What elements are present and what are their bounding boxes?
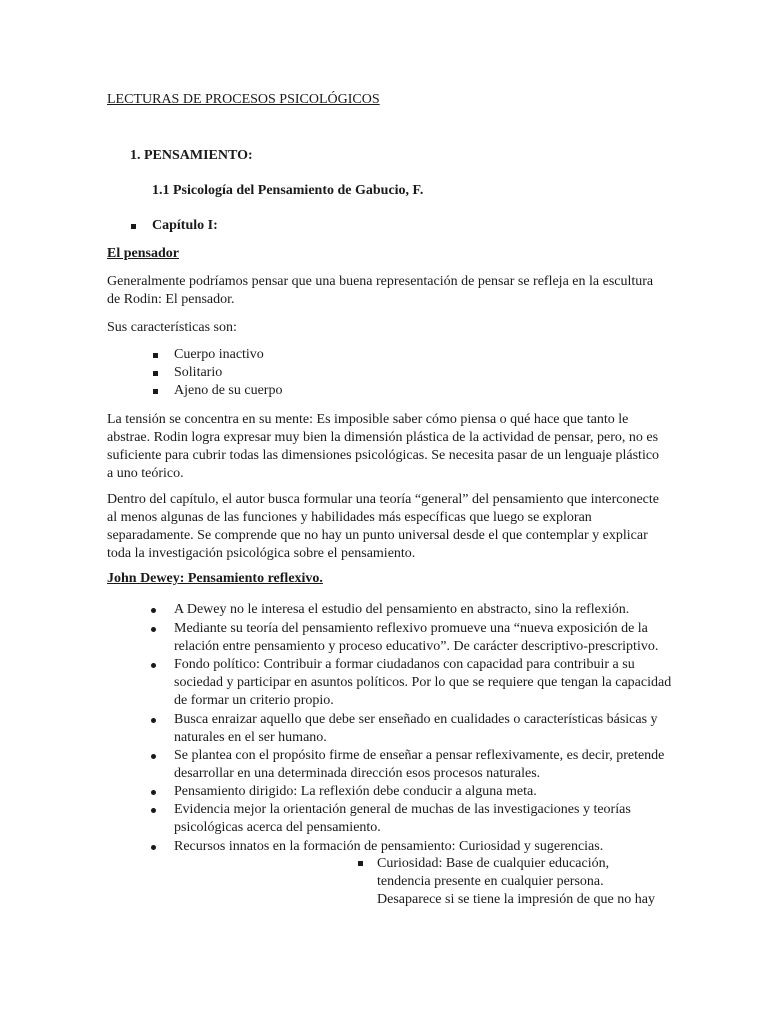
bullet-dot-icon bbox=[151, 845, 156, 850]
subsection-heading: 1.1 Psicología del Pensamiento de Gabucio, F. bbox=[152, 183, 424, 198]
characteristics-intro: Sus características son: bbox=[107, 320, 237, 335]
heading-el-pensador: El pensador bbox=[107, 246, 179, 261]
document-title: LECTURAS DE PROCESOS PSICOLÓGICOS bbox=[107, 92, 380, 107]
bullet-dot-icon bbox=[151, 718, 156, 723]
bullet-dot-icon bbox=[151, 808, 156, 813]
list-item: Recursos innatos en la formación de pensamiento: Curiosidad y sugerencias. bbox=[174, 839, 604, 854]
list-item: Pensamiento dirigido: La reflexión debe conducir a alguna meta. bbox=[174, 784, 537, 799]
bullet-square-icon bbox=[153, 389, 158, 394]
bullet-dot-icon bbox=[151, 627, 156, 632]
bullet-dot-icon bbox=[151, 663, 156, 668]
bullet-square-icon bbox=[131, 224, 136, 229]
bullet-square-icon bbox=[153, 371, 158, 376]
list-item: Mediante su teoría del pensamiento reflexivo promueve una “nueva exposición de la relación entre pensamiento y proceso educativo”. De carácter descriptivo-prescriptivo. bbox=[174, 621, 659, 654]
section-heading-pensamiento: 1. PENSAMIENTO: bbox=[130, 148, 253, 163]
paragraph-tension: La tensión se concentra en su mente: Es imposible saber cómo piensa o qué hace que tanto le abstrae. Rodin logra expresar muy bien la dimensión plástica de la actividad de pensar, pero, no es suficiente para cubrir todas las dimensiones psicológicas. Se necesita pasar de un lenguaje plástico a uno teórico. bbox=[107, 412, 660, 481]
list-item: Busca enraizar aquello que debe ser enseñado en cualidades o características básicas y naturales en el ser humano. bbox=[174, 712, 658, 745]
bullet-dot-icon bbox=[151, 790, 156, 795]
bullet-dot-icon bbox=[151, 754, 156, 759]
list-item: A Dewey no le interesa el estudio del pensamiento en abstracto, sino la reflexión. bbox=[174, 602, 630, 617]
heading-john-dewey: John Dewey: Pensamiento reflexivo. bbox=[107, 571, 323, 586]
bullet-dot-icon bbox=[151, 608, 156, 613]
bullet-square-icon bbox=[358, 861, 363, 866]
list-item: Fondo político: Contribuir a formar ciudadanos con capacidad para contribuir a su sociedad y participar en asuntos políticos. Por lo que se requiere que tengan la capacidad de formar un criterio propio. bbox=[174, 657, 672, 708]
list-item: Cuerpo inactivo bbox=[174, 347, 264, 362]
list-item: Se plantea con el propósito firme de enseñar a pensar reflexivamente, es decir, pretende desarrollar en una determinada dirección esos procesos naturales. bbox=[174, 748, 665, 781]
curiosidad-item: Curiosidad: Base de cualquier educación, tendencia presente en cualquier persona. Desaparece si se tiene la impresión de que no hay bbox=[377, 856, 655, 907]
list-item: Evidencia mejor la orientación general de muchas de las investigaciones y teorías psicológicas acerca del pensamiento. bbox=[174, 802, 631, 835]
list-item: Ajeno de su cuerpo bbox=[174, 383, 283, 398]
list-item: Solitario bbox=[174, 365, 223, 380]
chapter-label: Capítulo I: bbox=[152, 218, 218, 233]
bullet-square-icon bbox=[153, 353, 158, 358]
paragraph-rodin: Generalmente podríamos pensar que una buena representación de pensar se refleja en la escultura de Rodin: El pensador. bbox=[107, 274, 654, 307]
paragraph-capitulo: Dentro del capítulo, el autor busca formular una teoría “general” del pensamiento que interconecte al menos algunas de las funciones y habilidades más específicas que luego se exploran separadamente. Se comprende que no hay un punto universal desde el que contemplar y explicar toda la investigación psicológica sobre el pensamiento. bbox=[107, 492, 659, 561]
